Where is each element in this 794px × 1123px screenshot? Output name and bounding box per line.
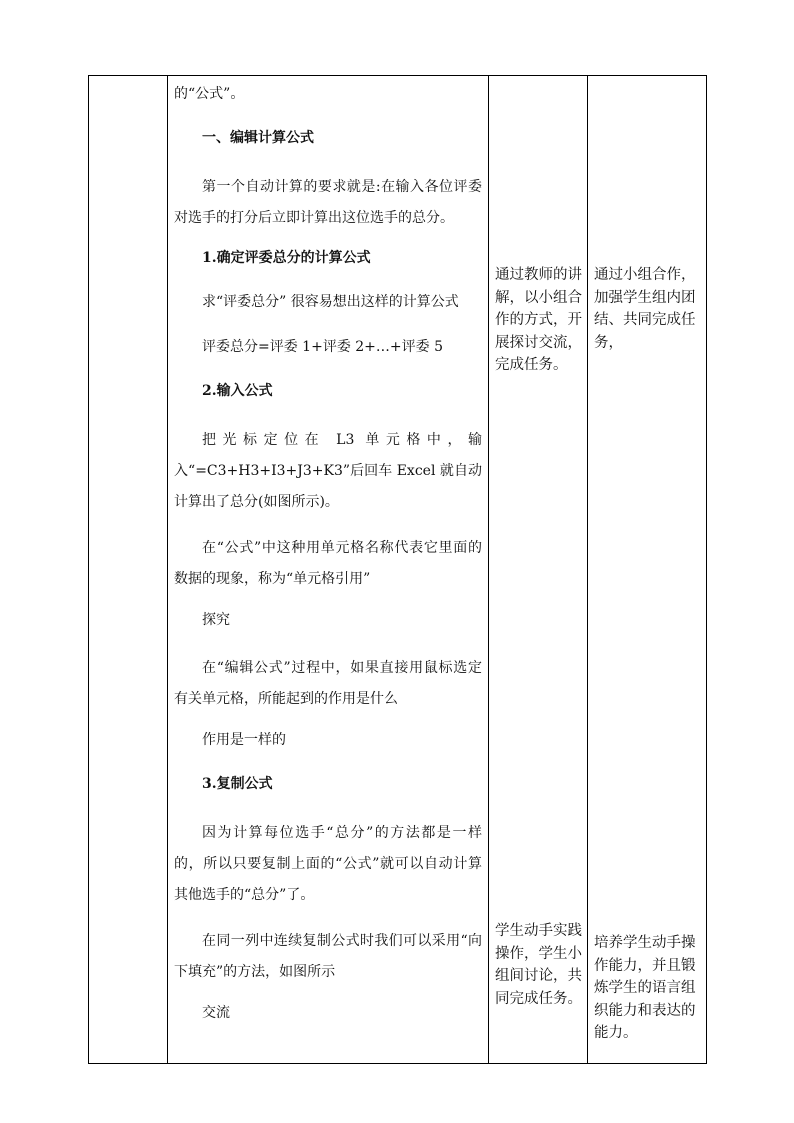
table-bottom-border [88,1063,707,1064]
label-explore: 探究 [202,612,230,628]
paragraph-copy-formula-reason: 因为计算每位选手“总分”的方法都是一样的，所以只要复制上面的“公式”就可以自动计算其他选手的“总分”了。 [174,825,482,903]
paragraph-cell-reference: 在“公式”中这种用单元格名称代表它里面的数据的现象，称为“单元格引用” [174,540,482,587]
paragraph-input-formula-steps: 把光标定位在 L3 单元格中，输入“=C3+H3+I3+J3+K3”后回车 Excel 就自动计算出了总分(如图所示)。 [174,432,482,510]
column-divider-2 [488,75,489,1064]
column-divider-3 [587,75,588,1064]
table-left-border [88,75,89,1064]
paragraph-auto-calc-requirement: 第一个自动计算的要求就是:在输入各位评委对选手的打分后立即计算出这位选手的总分。 [174,179,482,226]
table-top-border [88,75,707,76]
paragraph-explore-question: 在“编辑公式”过程中，如果直接用鼠标选定有关单元格，所能起到的作用是什么 [174,660,482,707]
paragraph-fill-down: 在同一列中连续复制公式时我们可以采用“向下填充”的方法，如图所示 [174,933,482,980]
heading-input-formula: 2.输入公式 [202,383,273,399]
design-intent-block-1: 通过小组合作，加强学生组内团结、共同完成任务， [594,267,696,351]
paragraph-total-score-formula-intro: 求“评委总分” 很容易想出这样的计算公式 [202,294,459,310]
column-divider-1 [167,75,168,1064]
student-activity-block-2: 学生动手实践操作，学生小组间讨论，共同完成任务。 [495,923,582,1007]
paragraph-total-score-formula: 评委总分=评委 1+评委 2+…+评委 5 [202,339,443,355]
design-intent-block-2: 培养学生动手操作能力，并且锻炼学生的语言组织能力和表达的能力。 [594,935,696,1041]
student-activity-block-1: 通过教师的讲解，以小组合作的方式，开展探讨交流，完成任务。 [495,267,582,373]
heading-copy-formula: 3.复制公式 [202,776,273,792]
paragraph-explore-answer: 作用是一样的 [202,732,286,748]
table-right-border [706,75,707,1064]
heading-edit-formula: 一、编辑计算公式 [202,130,314,146]
heading-determine-formula: 1.确定评委总分的计算公式 [202,250,371,266]
paragraph-formula-end: 的“公式”。 [174,86,245,102]
label-exchange: 交流 [202,1005,230,1021]
